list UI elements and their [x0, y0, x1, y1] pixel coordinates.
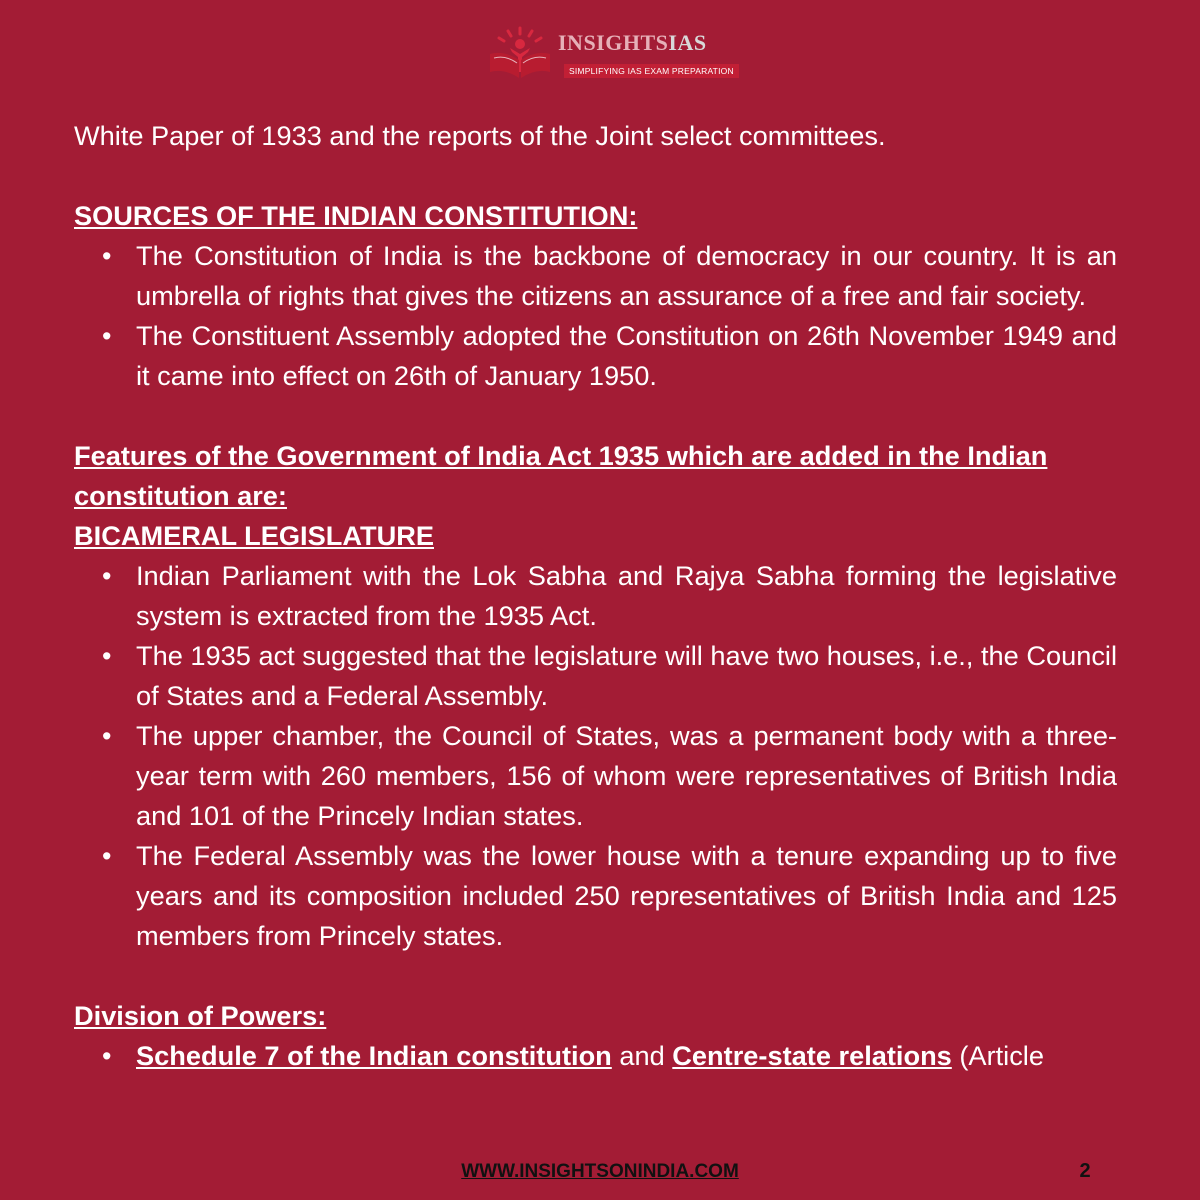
list-item: • The Federal Assembly was the lower house with a tenure expanding up to five years and its composition included 250 representatives of British India and 125 members from Princely states.	[74, 836, 1117, 956]
page-number: 2	[1079, 1160, 1091, 1182]
centre-state-relations-link[interactable]: Centre-state relations	[672, 1040, 952, 1071]
features-list	[74, 556, 1117, 956]
logo-wordmark: INSIGHTSIAS	[558, 30, 707, 55]
intro-paragraph: White Paper of 1933 and the reports of the Joint select committees.	[74, 120, 886, 151]
sources-heading: SOURCES OF THE INDIAN CONSTITUTION:	[74, 200, 638, 231]
bicameral-subheading: BICAMERAL LEGISLATURE	[74, 520, 434, 551]
list-item: • The 1935 act suggested that the legislature will have two houses, i.e., the Council of States and a Federal Assembly.	[74, 636, 1117, 716]
list-item: • The Constituent Assembly adopted the Constitution on 26th November 1949 and it came into effect on 26th of January 1950.	[74, 316, 1117, 396]
article-text: (Article	[959, 1040, 1044, 1071]
list-item	[74, 1036, 1117, 1076]
list-item: • Indian Parliament with the Lok Sabha and Rajya Sabha forming the legislative system is extracted from the 1935 Act.	[74, 556, 1117, 636]
division-list	[74, 1036, 1117, 1076]
connector-text: and	[619, 1040, 665, 1071]
document-body	[74, 116, 1117, 1076]
book-reader-logo-icon	[484, 24, 556, 82]
list-item: • The upper chamber, the Council of States, was a permanent body with a three-year term with 260 members, 156 of whom were representatives of British India and 101 of the Princely Indian states.	[74, 716, 1117, 836]
list-item: • The Constitution of India is the backbone of democracy in our country. It is an umbrella of rights that gives the citizens an assurance of a free and fair society.	[74, 236, 1117, 316]
schedule-7-link[interactable]: Schedule 7 of the Indian constitution	[136, 1040, 612, 1071]
features-heading: Features of the Government of India Act 1935 which are added in the Indian constitution are:	[74, 440, 1048, 511]
insightsias-logo[interactable]	[484, 22, 734, 82]
logo-tagline: SIMPLIFYING IAS EXAM PREPARATION	[564, 64, 739, 78]
footer-website-link[interactable]: WWW.INSIGHTSONINDIA.COM	[461, 1161, 739, 1182]
sources-list	[74, 236, 1117, 396]
division-heading: Division of Powers:	[74, 1000, 327, 1031]
